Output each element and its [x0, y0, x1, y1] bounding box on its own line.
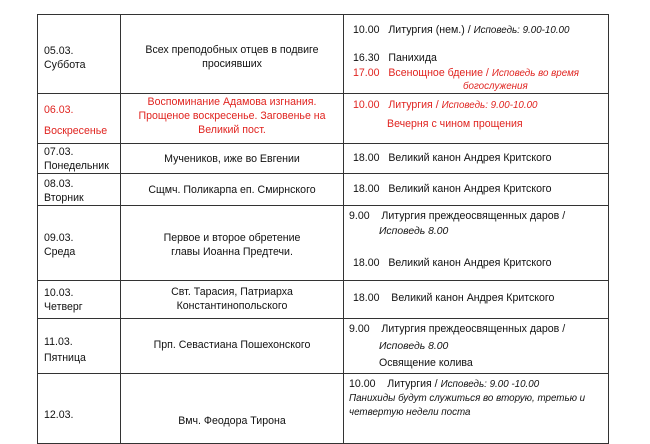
- service-time: 9.00: [349, 210, 370, 222]
- weekday: Воскресенье: [44, 125, 108, 137]
- date-cell: [38, 206, 121, 281]
- service-name: Литургия /: [387, 378, 438, 390]
- feast-cell: [121, 374, 344, 444]
- table-row: [38, 15, 609, 94]
- service-name: Освящение колива: [379, 357, 473, 369]
- confession-note: Исповедь: 9.00 -10.00: [440, 379, 540, 390]
- service-time: 10.00: [349, 378, 376, 390]
- service-name: Литургия /: [388, 99, 439, 111]
- date-cell: [38, 374, 121, 444]
- weekday: Понедельник: [44, 160, 109, 172]
- feast-name: Воспоминание Адамова изгнания. Прощеное воскресенье. Заговенье на Великий пост.: [138, 96, 326, 136]
- service-name: Великий канон Андрея Критского: [388, 152, 552, 164]
- memorial-note: Панихиды будут служиться во вторую, третью и: [349, 393, 586, 404]
- services-cell: [344, 206, 609, 281]
- date: 10.03.: [44, 287, 74, 299]
- feast-name: Свт. Тарасия, Патриарха: [171, 286, 293, 298]
- date: 11.03.: [44, 336, 73, 348]
- date: 07.03.: [44, 146, 74, 158]
- service-time: 16.30: [353, 52, 380, 64]
- confession-note: Исповедь: 9.00-10.00: [441, 100, 538, 111]
- table-row: [38, 94, 609, 144]
- service-name: Литургия преждеосвященных даров /: [381, 210, 566, 222]
- date-cell: [38, 281, 121, 319]
- confession-note: Исповедь 8.00: [379, 341, 449, 352]
- confession-note: Исповедь во время: [491, 68, 580, 79]
- services-cell: [344, 144, 609, 174]
- weekday: Вторник: [44, 192, 84, 204]
- service-name: Вечерня с чином прощения: [387, 118, 523, 130]
- feast-name: Всех преподобных отцев в подвиге просиявших: [145, 44, 319, 70]
- date-cell: [38, 319, 121, 374]
- service-name: Великий канон Андрея Критского: [391, 292, 555, 304]
- schedule-sheet: [37, 14, 608, 444]
- service-time: 18.00: [353, 183, 380, 195]
- services-cell: [344, 319, 609, 374]
- services-cell: [344, 15, 609, 94]
- feast-cell: [121, 144, 344, 174]
- feast-name: Мучеников, иже во Евгении: [164, 153, 300, 165]
- table-row: [38, 319, 609, 374]
- service-name: Панихида: [388, 52, 437, 64]
- weekday: Четверг: [44, 301, 83, 313]
- service-name: Литургия преждеосвященных даров /: [381, 323, 566, 335]
- services-cell: [344, 281, 609, 319]
- date-cell: [38, 94, 121, 144]
- service-time: 10.00: [353, 24, 380, 36]
- date: 08.03.: [44, 178, 74, 190]
- weekday: Суббота: [44, 59, 86, 71]
- service-time: 18.00: [353, 292, 380, 304]
- feast-cell: [121, 206, 344, 281]
- service-time: 9.00: [349, 323, 370, 335]
- weekday: Среда: [44, 246, 76, 258]
- date: 05.03.: [44, 45, 74, 57]
- confession-note: Исповедь 8.00: [379, 226, 449, 237]
- date: 06.03.: [44, 104, 74, 116]
- feast-name: Константинопольского: [176, 300, 288, 312]
- date-cell: [38, 174, 121, 206]
- feast-name: Первое и второе обретение: [163, 232, 301, 244]
- memorial-note: четвертую недели поста: [349, 407, 471, 418]
- services-cell: [344, 374, 609, 444]
- table-row: [38, 374, 609, 444]
- date-cell: [38, 144, 121, 174]
- feast-cell: [121, 174, 344, 206]
- date: 12.03.: [44, 409, 74, 421]
- table-row: [38, 281, 609, 319]
- service-name: Великий канон Андрея Критского: [388, 257, 552, 269]
- feast-cell: [121, 94, 344, 144]
- feast-cell: [121, 281, 344, 319]
- feast-name: Прп. Севастиана Пошехонского: [153, 339, 311, 351]
- date: 09.03.: [44, 232, 74, 244]
- services-cell: [344, 174, 609, 206]
- schedule-table: [37, 14, 609, 444]
- feast-name: Сщмч. Поликарпа еп. Смирнского: [148, 184, 316, 196]
- service-name: Великий канон Андрея Критского: [388, 183, 552, 195]
- confession-note: Исповедь: 9.00-10.00: [473, 25, 570, 36]
- feast-cell: [121, 319, 344, 374]
- service-time: 17.00: [353, 67, 380, 79]
- services-cell: [344, 94, 609, 144]
- feast-cell: [121, 15, 344, 94]
- service-time: 10.00: [353, 99, 380, 111]
- service-name: Всенощное бдение /: [388, 67, 489, 79]
- feast-name: главы Иоанна Предтечи.: [171, 246, 293, 258]
- table-row: [38, 206, 609, 281]
- service-name: Литургия (нем.) /: [388, 24, 471, 36]
- feast-name: Вмч. Феодора Тирона: [178, 415, 286, 427]
- table-row: [38, 144, 609, 174]
- service-time: 18.00: [353, 152, 380, 164]
- weekday: Пятница: [44, 352, 86, 364]
- date-cell: [38, 15, 121, 94]
- table-row: [38, 174, 609, 206]
- service-time: 18.00: [353, 257, 380, 269]
- confession-note: богослужения: [463, 81, 528, 92]
